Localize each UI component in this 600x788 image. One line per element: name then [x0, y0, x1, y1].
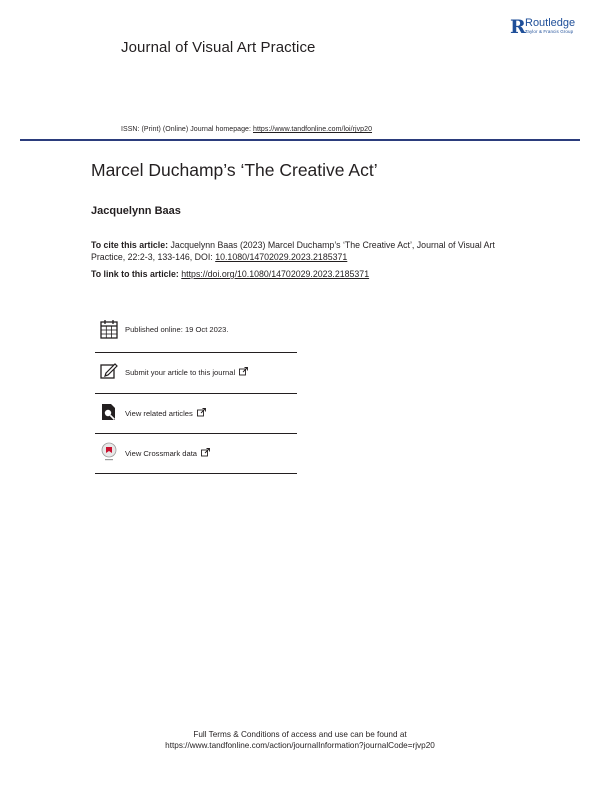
crossmark-link[interactable]: [125, 448, 210, 458]
routledge-r-logo: R: [510, 16, 526, 38]
related-articles-icon: [100, 402, 118, 422]
article-author: Jacquelynn Baas: [91, 205, 181, 217]
crossmark-label: View Crossmark data: [125, 449, 198, 458]
publisher-tagline: Taylor & Francis Group: [525, 29, 574, 34]
article-link-line: [91, 269, 369, 279]
article-title: Marcel Duchamp’s ‘The Creative Act’: [91, 160, 378, 180]
publisher-name: Routledge: [525, 17, 576, 29]
journal-homepage-link[interactable]: https://www.tandfonline.com/loi/rjvp20: [253, 126, 373, 133]
issn-prefix: ISSN: (Print) (Online) Journal homepage:: [121, 126, 253, 133]
cite-label: To cite this article:: [91, 240, 169, 250]
external-link-icon: [197, 408, 206, 417]
submit-article-row[interactable]: [95, 352, 297, 392]
calendar-icon: [100, 319, 118, 339]
related-articles-label: View related articles: [125, 409, 193, 418]
info-divider: [95, 473, 297, 474]
footer-terms-url[interactable]: https://www.tandfonline.com/action/journalInformation?journalCode=rjvp20: [165, 741, 435, 750]
doi-link[interactable]: 10.1080/14702029.2023.2185371: [215, 252, 348, 262]
related-articles-row[interactable]: [95, 393, 297, 433]
submit-article-icon: [100, 361, 118, 381]
external-link-icon: [201, 448, 210, 457]
link-label: To link to this article:: [91, 269, 182, 279]
issn-line: [121, 126, 372, 133]
submit-article-link[interactable]: [125, 367, 248, 377]
cite-text: Jacquelynn Baas (2023) Marcel Duchamp’s ‘The Creative Act’, Journal of Visual Art Practice, 22:2-3, 133-146, DOI:: [91, 240, 495, 262]
journal-title: Journal of Visual Art Practice: [121, 39, 316, 56]
article-url-link[interactable]: https://doi.org/10.1080/14702029.2023.2185371: [181, 269, 370, 279]
related-articles-link[interactable]: [125, 408, 206, 418]
published-online-label: Published online: 19 Oct 2023.: [125, 325, 229, 334]
footer: [0, 729, 600, 751]
header-divider: [20, 139, 580, 141]
submit-article-label: Submit your article to this journal: [125, 368, 236, 377]
footer-terms-line: Full Terms & Conditions of access and use can be found at: [193, 730, 407, 739]
crossmark-row[interactable]: [95, 433, 297, 473]
published-online-row: [95, 310, 297, 350]
publisher-logo[interactable]: [510, 17, 590, 39]
crossmark-icon: [100, 442, 118, 462]
citation-block: [91, 239, 511, 263]
external-link-icon: [239, 367, 248, 376]
